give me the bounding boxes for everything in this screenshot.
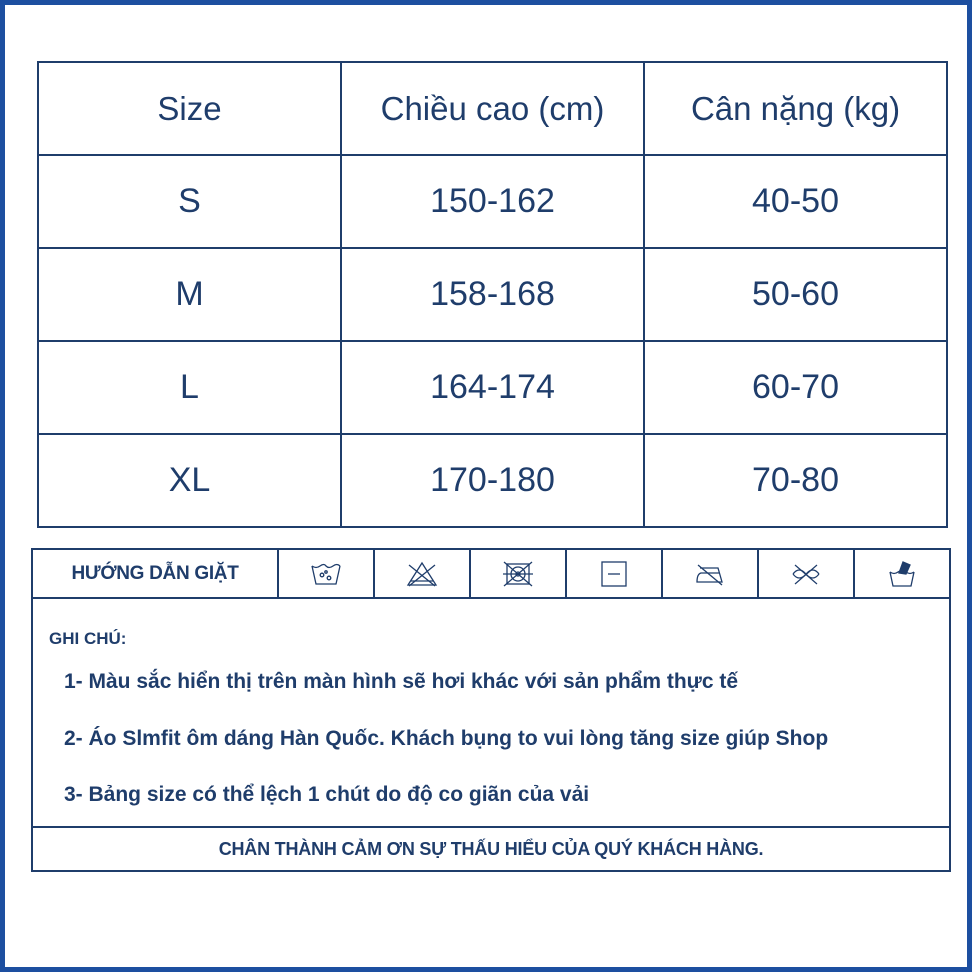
table-row [38, 155, 947, 248]
weight-cell: 50-60 [644, 248, 947, 341]
weight-cell: 70-80 [644, 434, 947, 527]
dry-flat-icon [567, 550, 663, 597]
do-not-dry-clean-icon [759, 550, 855, 597]
note-item: 2- Áo Slmfit ôm dáng Hàn Quốc. Khách bụng to vui lòng tăng size giúp Shop [64, 727, 829, 750]
do-not-tumble-dry-icon [471, 550, 567, 597]
height-cell: 150-162 [341, 155, 644, 248]
header-height: Chiều cao (cm) [341, 62, 644, 155]
note-item: 1- Màu sắc hiển thị trên màn hình sẽ hơi khác với sản phẩm thực tế [64, 670, 739, 693]
care-instructions [31, 548, 951, 872]
header-weight: Cân nặng (kg) [644, 62, 947, 155]
size-cell: M [38, 248, 341, 341]
size-cell: S [38, 155, 341, 248]
table-row [38, 248, 947, 341]
note-item: 3- Bảng size có thể lệch 1 chút do độ co giãn của vải [64, 783, 590, 806]
height-cell: 164-174 [341, 341, 644, 434]
height-cell: 170-180 [341, 434, 644, 527]
hand-wash-icon [855, 550, 949, 597]
size-cell: L [38, 341, 341, 434]
header-size: Size [38, 62, 341, 155]
wash-guide-row [33, 550, 949, 599]
weight-cell: 60-70 [644, 341, 947, 434]
size-table [37, 61, 948, 528]
weight-cell: 40-50 [644, 155, 947, 248]
size-cell: XL [38, 434, 341, 527]
hand-wash-30-icon [279, 550, 375, 597]
table-row [38, 434, 947, 527]
table-row [38, 341, 947, 434]
size-table-header-row [38, 62, 947, 155]
notes-title: GHI CHÚ: [49, 629, 127, 648]
iron-low-icon [663, 550, 759, 597]
do-not-bleach-icon [375, 550, 471, 597]
thank-you-message: CHÂN THÀNH CẢM ƠN SỰ THẤU HIỂU CỦA QUÝ KHÁCH HÀNG. [33, 826, 949, 870]
height-cell: 158-168 [341, 248, 644, 341]
wash-guide-title: HƯỚNG DẪN GIẶT [33, 550, 279, 597]
